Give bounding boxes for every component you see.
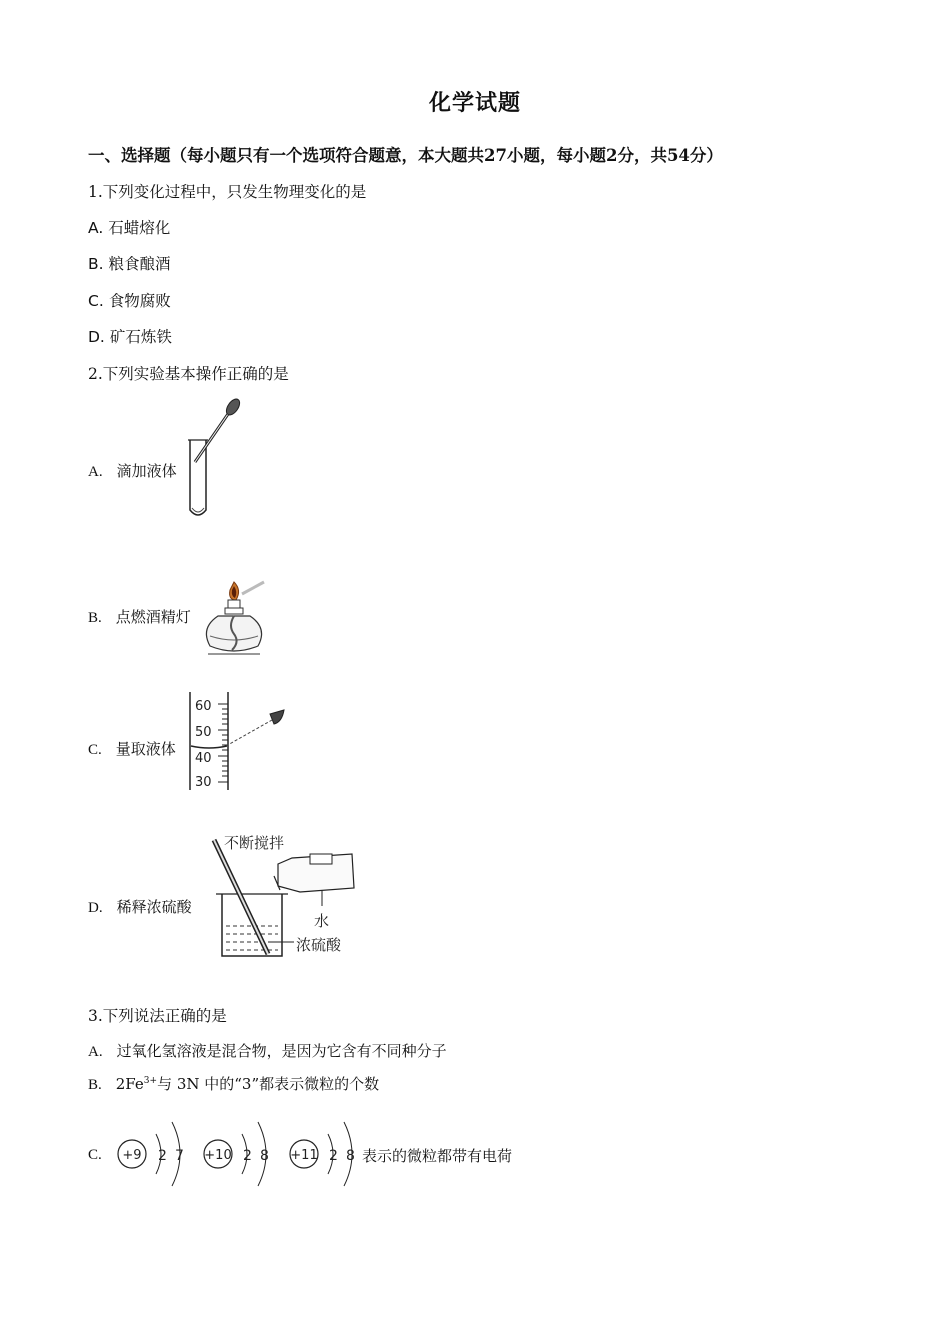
acid-label: 浓硫酸 [296,936,342,954]
electron-count: 2 [158,1148,167,1164]
dropper-test-tube-icon [182,396,246,520]
question-1-stem: 1.下列变化过程中，只发生物理变化的是 [88,183,367,201]
q1-option-b[interactable]: B. 粮食酿酒 [88,255,171,273]
water-label: 水 [314,912,330,930]
q2-option-a[interactable]: A. 滴加液体 [88,462,177,480]
electron-count: 2 [243,1148,252,1164]
atom-structure-1 [118,1122,184,1186]
nucleus-charge: +9 [122,1148,142,1163]
nucleus-charge: +11 [290,1148,318,1163]
cylinder-tick-label: 60 [195,699,212,714]
q2-option-c[interactable]: C. 量取液体 [88,740,176,758]
question-3-stem: 3.下列说法正确的是 [88,1007,227,1025]
alcohol-lamp-icon [198,574,272,662]
page-title: 化学试题 [428,90,521,116]
q3-option-c[interactable]: C. [88,1147,102,1163]
q1-option-d[interactable]: D. 矿石炼铁 [88,328,172,346]
cylinder-tick-label: 50 [195,725,212,740]
electron-count: 8 [346,1148,355,1164]
q3-option-c-text: 表示的微粒都带有电荷 [362,1147,513,1165]
graduated-cylinder-icon [184,690,294,794]
electron-count: 2 [329,1148,338,1164]
atomic-structure-diagrams [112,1114,362,1194]
section-heading: 一、选择题（每小题只有一个选项符合题意，本大题共27小题，每小题2分，共54分） [88,146,723,165]
q1-option-a[interactable]: A. 石蜡熔化 [88,219,171,237]
atom-structure-2 [204,1122,269,1186]
q3-option-b[interactable]: B. $2Fe^{3+}$与 3N 中的“3”都表示微粒的个数 [88,1075,380,1093]
question-2-stem: 2.下列实验基本操作正确的是 [88,365,289,383]
electron-count: 7 [175,1148,184,1164]
q2-option-b[interactable]: B. 点燃酒精灯 [88,608,191,626]
cylinder-tick-label: 30 [195,775,212,790]
cylinder-tick-label: 40 [195,751,212,766]
electron-count: 8 [260,1148,269,1164]
nucleus-charge: +10 [204,1148,232,1163]
q1-option-c[interactable]: C. 食物腐败 [88,292,171,310]
q2-option-d[interactable]: D. 稀释浓硫酸 [88,898,192,916]
stir-label: 不断搅拌 [224,834,285,852]
atom-structure-3 [290,1122,355,1186]
q3-option-a[interactable]: A. 过氧化氢溶液是混合物，是因为它含有不同种分子 [88,1042,447,1060]
dilute-acid-setup-icon [206,828,366,962]
